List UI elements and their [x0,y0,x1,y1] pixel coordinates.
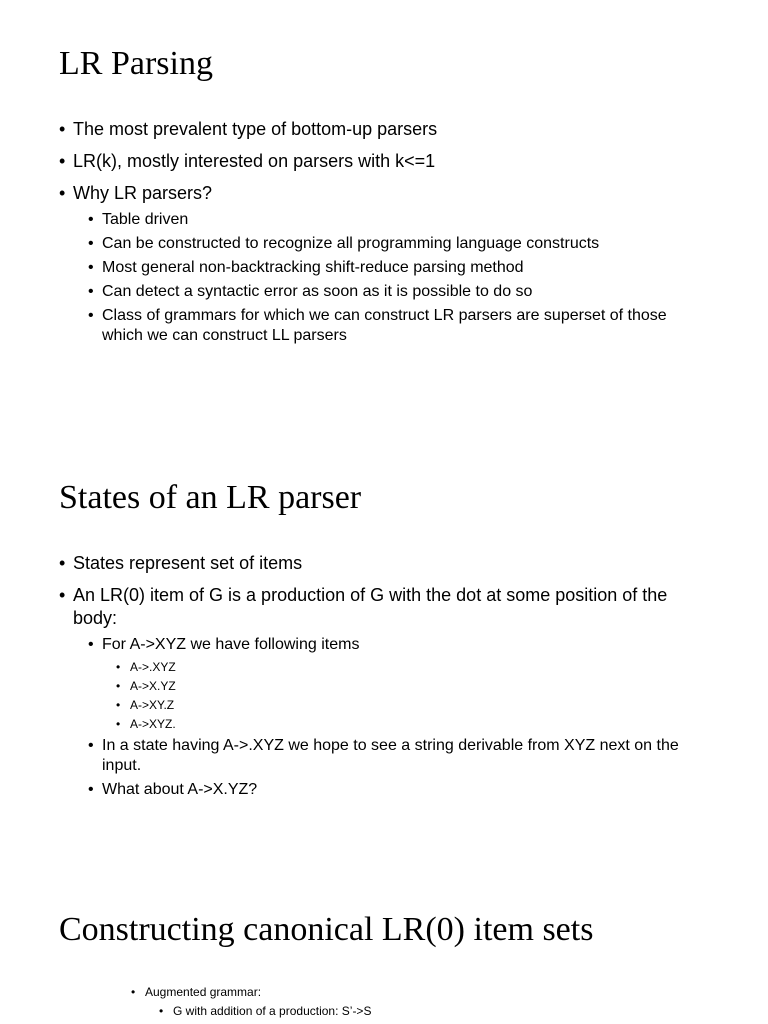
slide1-sub-bullet: • Can detect a syntactic error as soon as it is possible to do so [88,282,708,302]
slide3-bullet: • Augmented grammar: [131,984,691,1000]
slide2-title: States of an LR parser [59,479,362,516]
slide2-bullet: • An LR(0) item of G is a production of G with the dot at some position of the body: [59,584,709,630]
slide1-sub-bullet: • Can be constructed to recognize all programming language constructs [88,234,708,254]
slide1-bullet: • LR(k), mostly interested on parsers with k<=1 [59,150,739,172]
slide2-item: • A->XY.Z [116,697,708,713]
slide2-sub-bullet: • In a state having A->.XYZ we hope to see a string derivable from XYZ next on the input. [88,736,708,776]
slide2-bullet-list [59,552,709,640]
slide1-sub-bullet: • Most general non-backtracking shift-reduce parsing method [88,258,708,278]
slide1-bullet: • Why LR parsers? [59,182,739,204]
slide1-bullet-list [59,118,739,206]
slide2-sub-bullet: • For A->XYZ we have following items [88,635,708,655]
slide2-bullet: • States represent set of items [59,552,709,574]
slide2-item: • A->.XYZ [116,659,708,675]
slide2-sub-bullet-list [88,635,708,804]
slide2-item: • A->X.YZ [116,678,708,694]
slide3-sub-bullet: • G with addition of a production: S’->S [159,1003,691,1019]
slide2-item: • A->XYZ. [116,716,708,732]
slide2-sub-bullet: • What about A->X.YZ? [88,780,708,800]
slide1-bullet: • The most prevalent type of bottom-up parsers [59,118,739,140]
slide1-title: LR Parsing [59,45,213,82]
slide1-sub-bullet-list [88,210,708,350]
slide3-title: Constructing canonical LR(0) item sets [59,911,594,948]
slide1-sub-bullet: • Table driven [88,210,708,230]
slide1-sub-bullet: • Class of grammars for which we can construct LR parsers are superset of those which we can construct LL parsers [88,306,708,346]
slide3-bullet-list [131,984,691,1019]
